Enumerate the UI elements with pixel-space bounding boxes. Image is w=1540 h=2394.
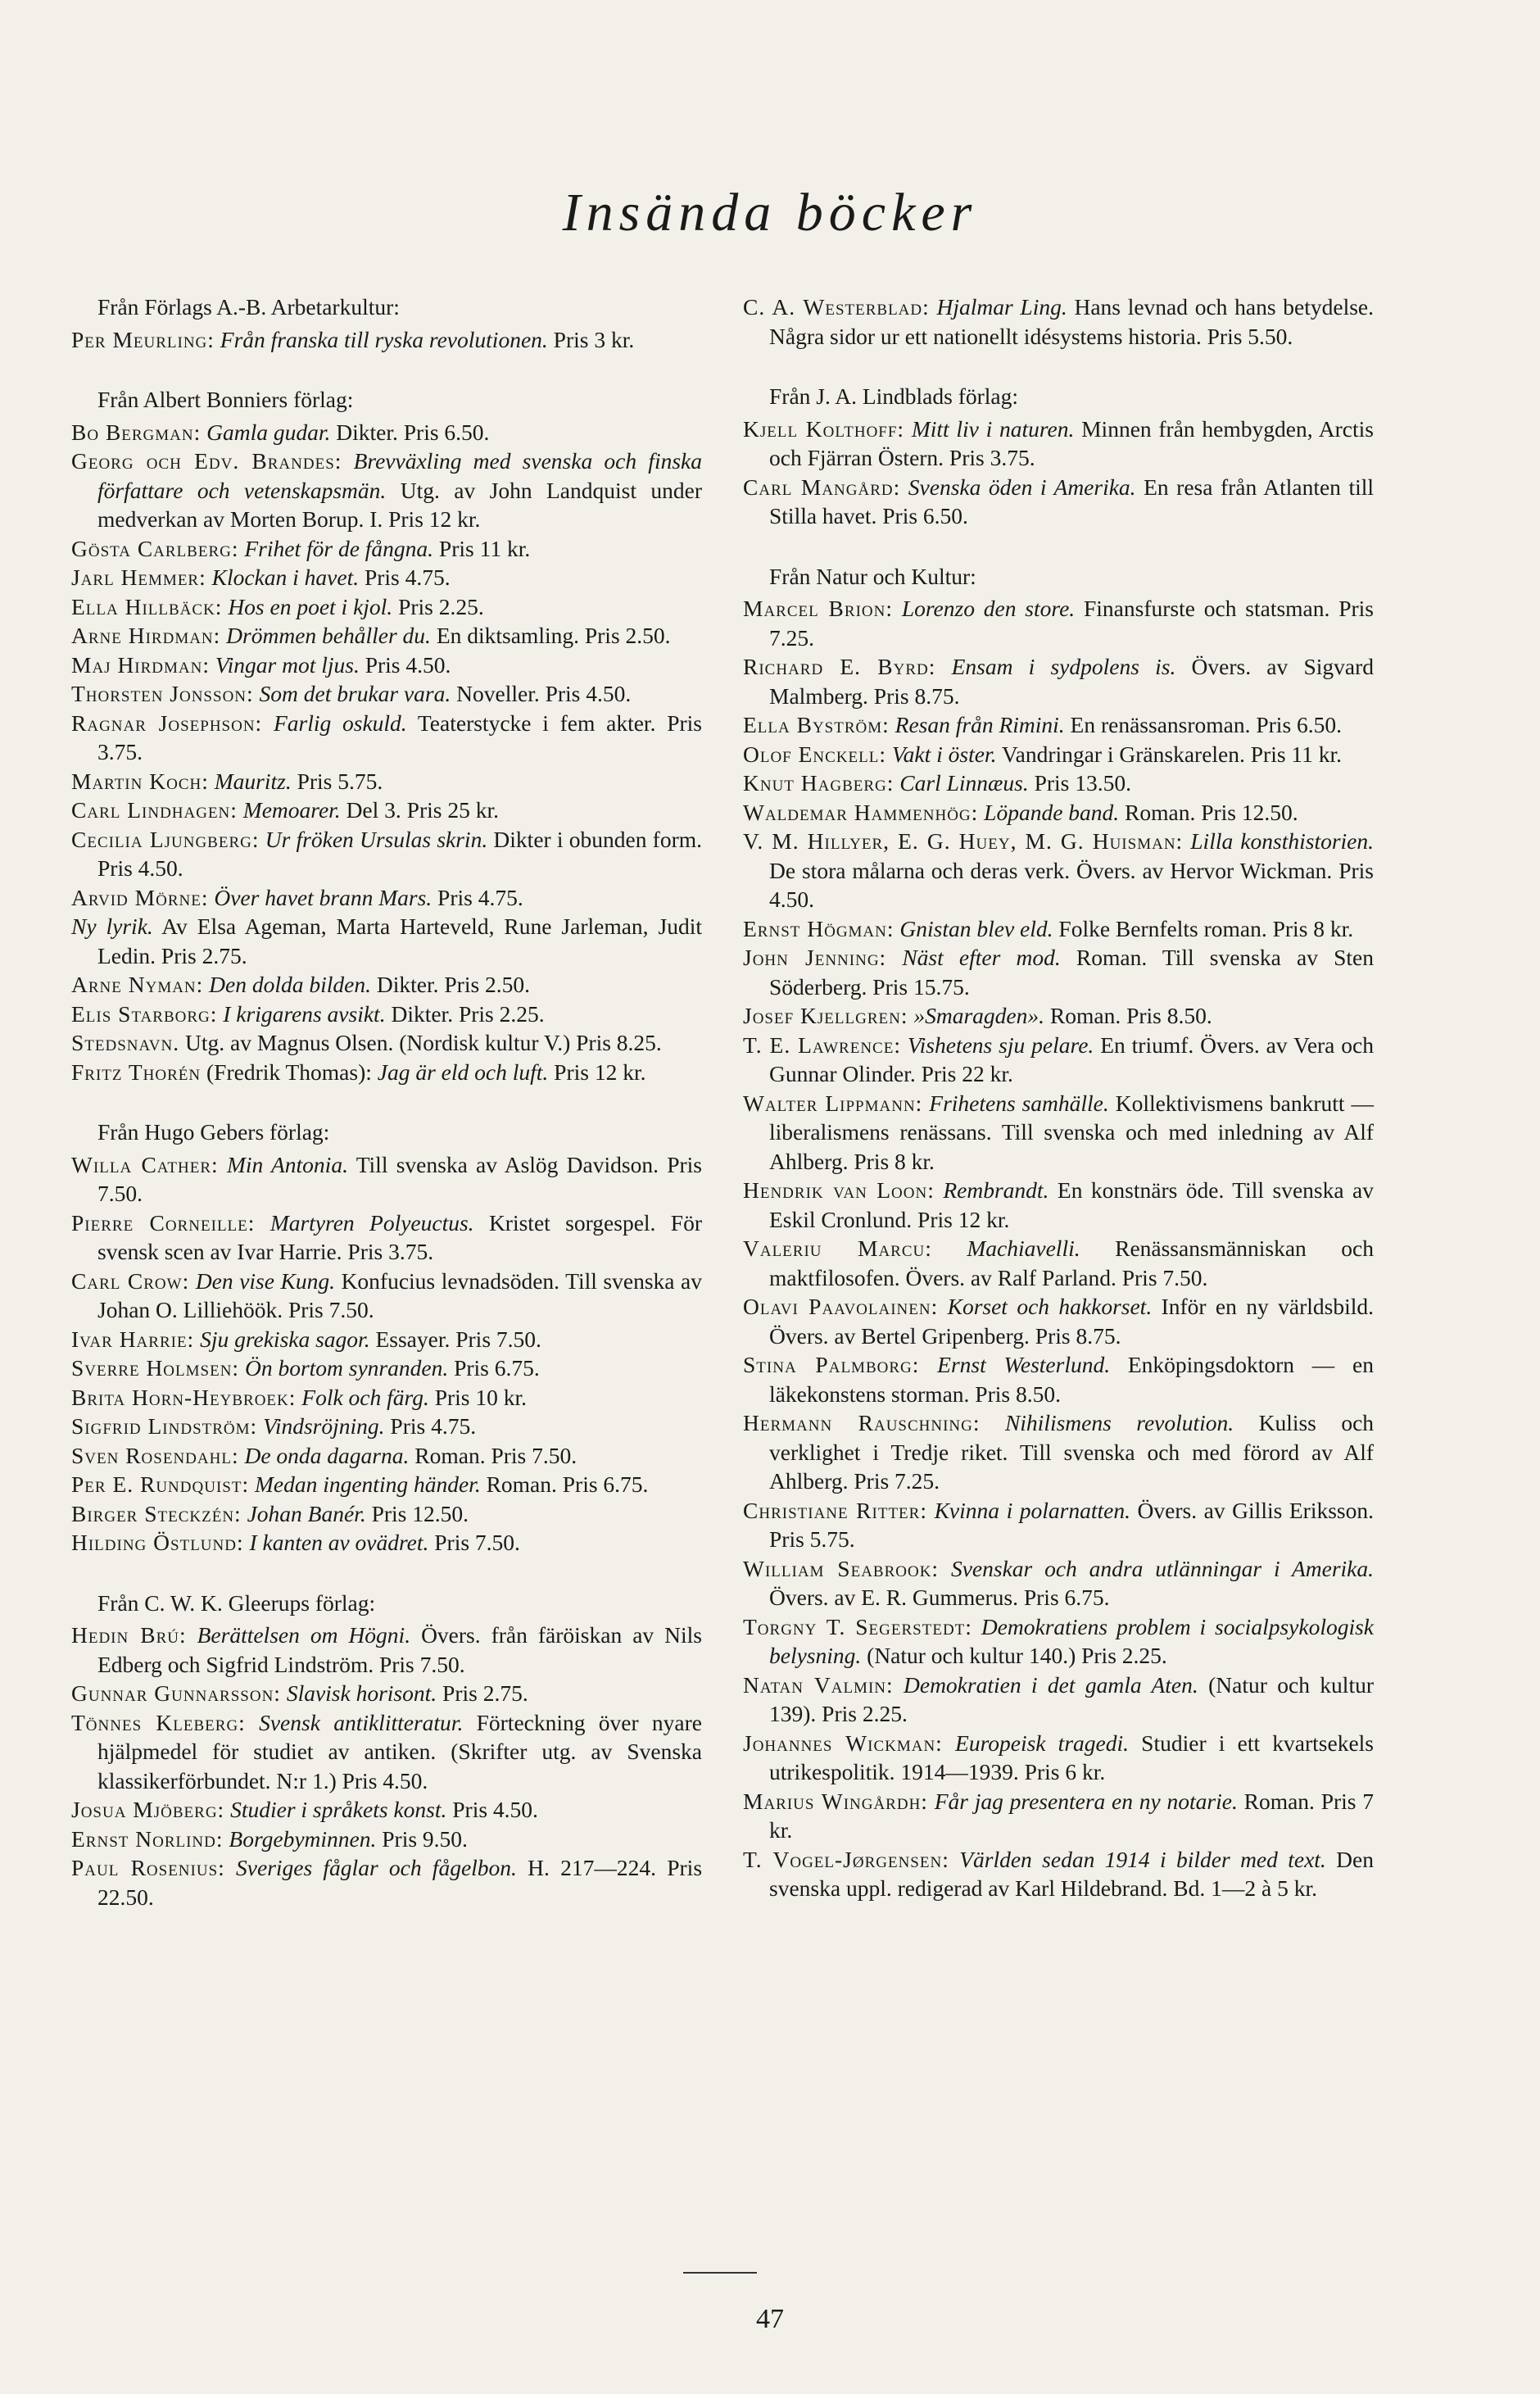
- publisher-heading: Från C. W. K. Gleerups förlag:: [97, 1589, 376, 1616]
- book-title: Nihilismens revolution.: [1004, 1410, 1234, 1435]
- book-author: Ragnar Josephson:: [71, 710, 263, 736]
- book-author: Tönnes Kleberg:: [71, 1709, 246, 1735]
- book-title: Svenska öden i Amerika.: [908, 474, 1136, 500]
- book-author: William Seabrook:: [743, 1555, 940, 1581]
- book-entry: [743, 1176, 1374, 1234]
- book-entry: [71, 709, 702, 767]
- book-details: Finansfurste och statsman. Pris 7.25.: [769, 596, 1375, 651]
- book-title: Sju grekiska sagor.: [200, 1326, 370, 1352]
- footer-rule: [683, 2272, 757, 2274]
- book-title: Mauritz.: [214, 768, 292, 794]
- book-title: Slavisk horisont.: [286, 1680, 437, 1706]
- book-title: Ernst Westerlund.: [937, 1352, 1111, 1377]
- book-details: Kollektivismens bankrutt — liberalismens renässans. Till svenska och med inledning av Alf Ahlberg. Pris 8 kr.: [769, 1090, 1374, 1174]
- book-title: Drömmen behåller du.: [226, 623, 431, 648]
- book-details: Pris 13.50.: [1028, 770, 1131, 796]
- book-title: Frihetens samhälle.: [929, 1090, 1109, 1116]
- book-details: En konstnärs öde. Till svenska av Eskil Cronlund. Pris 12 kr.: [769, 1177, 1375, 1232]
- book-entry: [71, 418, 702, 447]
- book-title: Hjalmar Ling.: [936, 294, 1067, 320]
- book-title: Svenskar och andra utlänningar i Amerika.: [950, 1555, 1375, 1581]
- book-title: Min Antonia.: [226, 1151, 348, 1177]
- book-details: Pris 3 kr.: [547, 326, 635, 352]
- book-title: Frihet för de fångna.: [244, 535, 434, 561]
- book-author: Carl Mangård:: [743, 474, 901, 500]
- book-title: Johan Banér.: [247, 1500, 366, 1526]
- book-author: Ernst Högman:: [743, 915, 895, 941]
- book-details: Vandringar i Gränskarelen. Pris 11 kr.: [996, 741, 1343, 767]
- book-details: Del 3. Pris 25 kr.: [340, 797, 499, 823]
- book-entry: [71, 1621, 702, 1679]
- publisher-heading: Från Hugo Gebers förlag:: [97, 1119, 330, 1145]
- book-entry: [71, 592, 702, 622]
- book-entry: [71, 1412, 702, 1441]
- book-entry: [743, 1496, 1374, 1554]
- book-title: Mitt liv i naturen.: [911, 415, 1075, 442]
- book-details: Den svenska uppl. redigerad av Karl Hildebrand. Bd. 1—2 à 5 kr.: [769, 1846, 1374, 1901]
- book-title: Ön bortom synranden.: [244, 1355, 449, 1381]
- book-details: Pris 7.50.: [428, 1530, 520, 1555]
- book-author: Stina Palmborg:: [743, 1352, 920, 1377]
- book-details: Pris 4.75.: [432, 884, 523, 910]
- book-entry: [743, 594, 1374, 652]
- book-title: Löpande band.: [984, 799, 1120, 825]
- book-entry: [71, 1208, 702, 1267]
- book-entry: [71, 1499, 702, 1529]
- book-details: Pris 6.75.: [448, 1355, 540, 1381]
- book-details: Övers. av Gillis Eriksson. Pris 5.75.: [769, 1497, 1374, 1552]
- book-author: Torgny T. Segerstedt:: [743, 1613, 972, 1639]
- book-author: John Jenning:: [743, 945, 887, 970]
- book-details: Dikter. Pris 6.50.: [330, 419, 490, 445]
- book-details: Pris 10 kr.: [428, 1384, 527, 1410]
- book-entry: [71, 1795, 702, 1825]
- book-title: Vindsröjning.: [263, 1413, 385, 1439]
- book-title: Får jag presentera en ny notarie.: [934, 1788, 1238, 1814]
- book-entry: [71, 679, 702, 709]
- book-title: Från franska till ryska revolutionen.: [220, 326, 548, 352]
- book-title: Den vise Kung.: [195, 1267, 335, 1294]
- book-title: Demokratien i det gamla Aten.: [904, 1671, 1198, 1698]
- book-author: Hermann Rauschning:: [743, 1410, 981, 1435]
- book-title: Farlig oskuld.: [273, 710, 407, 736]
- book-details: (Natur och kultur 140.) Pris 2.25.: [861, 1643, 1167, 1668]
- book-author: Kjell Kolthoff:: [743, 415, 905, 442]
- book-title: Sveriges fåglar och fågelbon.: [236, 1855, 517, 1880]
- book-entry: [71, 1325, 702, 1354]
- book-author: Thorsten Jonsson:: [71, 681, 254, 706]
- book-title: Ensam i sydpolens is.: [951, 654, 1176, 679]
- book-title: Ur fröken Ursulas skrin.: [265, 826, 488, 852]
- book-entry: [743, 1031, 1374, 1089]
- book-entry: [71, 912, 702, 970]
- book-entry: [71, 534, 702, 564]
- book-author: Arne Hirdman:: [71, 623, 221, 648]
- book-entry: [743, 473, 1374, 531]
- page-title: Insända böcker: [562, 183, 978, 243]
- book-author: Knut Hagberg:: [743, 770, 895, 796]
- book-entry: [71, 825, 702, 883]
- book-details: Dikter. Pris 2.25.: [385, 1000, 545, 1027]
- book-author: Natan Valmin:: [743, 1671, 894, 1698]
- book-details: Utg. av Magnus Olsen. (Nordisk kultur V.) Pris 8.25.: [179, 1030, 662, 1055]
- book-entry: [743, 769, 1374, 798]
- book-details: Övers. av E. R. Gummerus. Pris 6.75.: [769, 1585, 1110, 1610]
- book-author: Hedin Brú:: [71, 1622, 187, 1648]
- book-author-note: (Fredrik Thomas):: [201, 1059, 378, 1085]
- book-details: Pris 4.50.: [359, 651, 451, 678]
- book-entry: [743, 652, 1374, 710]
- book-details: Inför en ny världsbild. Övers. av Bertel Gripenberg. Pris 8.75.: [769, 1294, 1374, 1349]
- book-title: Gnistan blev eld.: [899, 915, 1053, 941]
- book-author: Brita Horn-Heybroek:: [71, 1384, 297, 1410]
- book-entry: [743, 1671, 1374, 1729]
- book-author: T. Vogel-Jørgensen:: [743, 1846, 949, 1872]
- book-title: Rembrandt.: [943, 1177, 1049, 1203]
- book-title: Borgebyminnen.: [229, 1825, 377, 1852]
- book-author: Per Meurling:: [71, 326, 215, 352]
- book-author: Maj Hirdman:: [71, 651, 210, 678]
- book-author: Hilding Östlund:: [71, 1530, 244, 1555]
- book-title: »Smaragden».: [913, 1003, 1045, 1028]
- book-details: Pris 4.50.: [446, 1797, 538, 1822]
- book-entry: [743, 943, 1374, 1001]
- book-title: Jag är eld och luft.: [377, 1059, 549, 1085]
- book-author: Ivar Harrie:: [71, 1326, 195, 1352]
- book-author: Arne Nyman:: [71, 972, 204, 997]
- book-entry: [71, 1058, 702, 1087]
- book-entry: [71, 1853, 702, 1911]
- book-title: Hos en poet i kjol.: [228, 593, 393, 619]
- book-entry: [743, 1845, 1374, 1903]
- book-author: Pierre Corneille:: [71, 1209, 256, 1236]
- book-title: Memoarer.: [242, 797, 341, 823]
- book-entry: [71, 651, 702, 680]
- book-entry: [71, 325, 702, 355]
- book-author: Ella Hillbäck:: [71, 593, 223, 619]
- book-entry: [743, 798, 1374, 827]
- book-entry: [71, 970, 702, 1000]
- book-title: Europeisk tragedi.: [955, 1730, 1129, 1756]
- book-title: Medan ingenting händer.: [254, 1471, 481, 1497]
- book-details: Pris 2.25.: [392, 593, 484, 619]
- book-entry: [71, 1528, 702, 1557]
- book-author: Bo Bergman:: [71, 419, 202, 445]
- book-title: Näst efter mod.: [902, 945, 1061, 970]
- book-details: Övers. av Sigvard Malmberg. Pris 8.75.: [769, 654, 1374, 709]
- book-author: Carl Crow:: [71, 1267, 190, 1294]
- book-entry: [71, 1679, 702, 1708]
- book-details: Roman. Pris 8.50.: [1044, 1003, 1212, 1028]
- book-details: En resa från Atlanten till Stilla havet. Pris 6.50.: [769, 474, 1375, 528]
- book-author: Jarl Hemmer:: [71, 564, 206, 590]
- book-author: Sigfrid Lindström:: [71, 1413, 258, 1439]
- book-entry: [71, 621, 702, 651]
- book-details: Dikter. Pris 2.50.: [371, 972, 531, 997]
- book-entry: [71, 883, 702, 913]
- book-details: H. 217—224. Pris 22.50.: [97, 1855, 703, 1910]
- book-author: Olof Enckell:: [743, 741, 887, 767]
- book-author: Elis Starborg:: [71, 1000, 218, 1027]
- book-entry: [71, 1267, 702, 1325]
- book-details: Roman. Pris 7 kr.: [769, 1788, 1375, 1843]
- book-title: Svensk antiklitteratur.: [259, 1709, 464, 1735]
- book-details: Pris 11 kr.: [433, 535, 531, 561]
- book-details: Renässansmänniskan och maktfilosofen. Övers. av Ralf Parland. Pris 7.50.: [769, 1236, 1375, 1290]
- book-details: Teaterstycke i fem akter. Pris 3.75.: [97, 710, 702, 764]
- book-entry: [743, 740, 1374, 769]
- book-details: Konfucius levnadsöden. Till svenska av Johan O. Lilliehöök. Pris 7.50.: [97, 1267, 703, 1322]
- book-author: V. M. Hillyer, E. G. Huey, M. G. Huisman:: [743, 828, 1184, 854]
- book-details: Dikter i obunden form. Pris 4.50.: [97, 826, 703, 881]
- book-title: Vishetens sju pelare.: [907, 1032, 1094, 1058]
- book-entry: [743, 292, 1374, 351]
- book-details: De stora målarna och deras verk. Övers. av Hervor Wickman. Pris 4.50.: [769, 857, 1374, 912]
- book-author: Walter Lippmann:: [743, 1090, 923, 1116]
- book-entry: [743, 1729, 1374, 1787]
- book-details: Roman. Pris 12.50.: [1119, 799, 1298, 825]
- book-entry: [743, 1089, 1374, 1177]
- book-author: Martin Koch:: [71, 768, 209, 794]
- book-details: En renässansroman. Pris 6.50.: [1064, 712, 1343, 737]
- book-author: T. E. Lawrence:: [743, 1032, 901, 1058]
- book-author: Richard E. Byrd:: [743, 654, 936, 679]
- book-author: Ella Byström:: [743, 712, 890, 737]
- book-title: Brevväxling med svenska och finska författare och vetenskapsmän.: [97, 448, 702, 503]
- page-number: 47: [756, 2304, 784, 2334]
- book-details: Minnen från hembygden, Arctis och Fjärran Östern. Pris 3.75.: [769, 415, 1374, 470]
- book-details: Pris 9.50.: [376, 1825, 468, 1852]
- book-title: De onda dagarna.: [244, 1442, 410, 1468]
- book-details: Kuliss och verklighet i Tredje riket. Till svenska och med förord av Alf Ahlberg. Pris 7.25.: [769, 1410, 1375, 1494]
- book-author: Sverre Holmsen:: [71, 1355, 240, 1381]
- book-title: Studier i språkets konst.: [230, 1797, 447, 1822]
- book-details: Roman. Pris 6.75.: [480, 1471, 649, 1497]
- book-title: I krigarens avsikt.: [223, 1000, 386, 1027]
- book-title: Vingar mot ljus.: [215, 651, 360, 678]
- book-entry: [71, 1150, 702, 1208]
- book-title: Berättelsen om Högni.: [197, 1622, 411, 1648]
- book-entry: [743, 1292, 1374, 1350]
- book-entry: [743, 710, 1374, 740]
- book-title: Över havet brann Mars.: [214, 884, 433, 910]
- book-details: Pris 12 kr.: [548, 1059, 646, 1085]
- book-details: En diktsamling. Pris 2.50.: [430, 623, 671, 648]
- book-details: Av Elsa Ageman, Marta Harteveld, Rune Jarleman, Judit Ledin. Pris 2.75.: [97, 914, 702, 968]
- book-title: Kvinna i polarnatten.: [934, 1497, 1130, 1523]
- book-title: I kanten av ovädret.: [249, 1530, 429, 1555]
- book-entry: [743, 1554, 1374, 1612]
- book-author: Marius Wingårdh:: [743, 1788, 928, 1814]
- book-author: Arvid Mörne:: [71, 884, 209, 910]
- book-author: Stedsnavn.: [71, 1030, 180, 1055]
- book-details: Essayer. Pris 7.50.: [369, 1326, 541, 1352]
- book-entry: [743, 827, 1374, 914]
- book-entry: [743, 914, 1374, 944]
- book-title: Lorenzo den store.: [901, 596, 1076, 621]
- publisher-heading: Från Albert Bonniers förlag:: [97, 387, 354, 412]
- book-details: Kristet sorgespel. För svensk scen av Ivar Harrie. Pris 3.75.: [97, 1209, 703, 1264]
- book-author: Josua Mjöberg:: [71, 1797, 225, 1822]
- book-entry: [71, 1708, 702, 1796]
- book-author: Georg och Edv. Brandes:: [71, 448, 342, 474]
- book-entry: [71, 447, 702, 534]
- book-details: Pris 12.50.: [365, 1500, 469, 1526]
- publisher-heading: Från Förlags A.-B. Arbetarkultur:: [97, 294, 400, 320]
- publisher-heading: Från Natur och Kultur:: [769, 563, 976, 589]
- book-details: Övers. från färöiskan av Nils Edberg och Sigfrid Lindström. Pris 7.50.: [97, 1622, 702, 1677]
- book-author: Christiane Ritter:: [743, 1497, 927, 1523]
- book-details: Pris 4.75.: [359, 564, 451, 590]
- book-title: Vakt i öster.: [891, 741, 997, 767]
- book-entry: [71, 1353, 702, 1383]
- book-author: Fritz Thorén: [71, 1059, 202, 1085]
- book-author: Hendrik van Loon:: [743, 1177, 935, 1203]
- book-author: Olavi Paavolainen:: [743, 1294, 939, 1319]
- book-entry: [71, 1470, 702, 1499]
- book-details: Roman. Till svenska av Sten Söderberg. Pris 15.75.: [769, 945, 1374, 1000]
- book-entry: [743, 1408, 1374, 1496]
- book-title: Korset och hakkorset.: [947, 1294, 1153, 1319]
- book-title: Carl Linnæus.: [899, 770, 1029, 796]
- book-details: (Natur och kultur 139). Pris 2.25.: [769, 1671, 1374, 1726]
- book-author: Waldemar Hammenhög:: [743, 799, 979, 825]
- book-author: Gösta Carlberg:: [71, 535, 239, 561]
- book-title: Martyren Polyeuctus.: [270, 1209, 474, 1236]
- book-author: Per E. Rundquist:: [71, 1471, 250, 1497]
- book-author: Paul Rosenius:: [71, 1855, 225, 1880]
- book-author: Carl Lindhagen:: [71, 797, 238, 823]
- book-title: Resan från Rimini.: [895, 712, 1065, 737]
- book-author: Cecilia Ljungberg:: [71, 826, 260, 852]
- book-title: Den dolda bilden.: [209, 972, 371, 997]
- book-entry: [71, 1825, 702, 1854]
- book-details: Studier i ett kvartsekels utrikespolitik. 1914—1939. Pris 6 kr.: [769, 1730, 1375, 1784]
- book-title: Ny lyrik.: [71, 914, 153, 939]
- book-title: Som det brukar vara.: [259, 681, 451, 706]
- book-entry: [743, 1234, 1374, 1292]
- book-details: En triumf. Övers. av Vera och Gunnar Olinder. Pris 22 kr.: [769, 1032, 1374, 1086]
- book-author: Josef Kjellgren:: [743, 1003, 908, 1028]
- book-title: Världen sedan 1914 i bilder med text.: [959, 1846, 1326, 1872]
- book-author: Johannes Wickman:: [743, 1730, 943, 1756]
- book-entry: [71, 767, 702, 796]
- book-author: Ernst Norlind:: [71, 1825, 224, 1852]
- left-column: [71, 292, 702, 1911]
- book-details: Hans levnad och hans betydelse. Några sidor ur ett nationellt idésystems historia. Pris 5.50.: [769, 294, 1374, 349]
- book-entry: [71, 1028, 702, 1058]
- book-details: Enköpingsdoktorn — en läkekonstens storman. Pris 8.50.: [769, 1352, 1374, 1407]
- book-author: Sven Rosendahl:: [71, 1442, 239, 1468]
- book-details: Till svenska av Aslög Davidson. Pris 7.50.: [97, 1151, 703, 1206]
- book-title: Folk och färg.: [301, 1384, 429, 1410]
- book-title: Lilla konsthistorien.: [1190, 828, 1375, 854]
- book-entry: [743, 1350, 1374, 1408]
- book-author: C. A. Westerblad:: [743, 294, 930, 320]
- book-title: Demokratiens problem i socialpsykologisk belysning.: [769, 1613, 1375, 1668]
- right-column: [743, 292, 1374, 1903]
- book-author: Birger Steckzén:: [71, 1500, 242, 1526]
- book-entry: [743, 1001, 1374, 1031]
- book-details: Pris 2.75.: [437, 1680, 528, 1706]
- book-author: Marcel Brion:: [743, 596, 893, 621]
- book-details: Pris 4.75.: [384, 1413, 477, 1439]
- book-author: Valeriu Marcu:: [743, 1236, 932, 1261]
- book-entry: [71, 1000, 702, 1029]
- book-details: Noveller. Pris 4.50.: [451, 681, 632, 706]
- book-author: Gunnar Gunnarsson:: [71, 1680, 281, 1706]
- book-entry: [71, 1441, 702, 1471]
- book-details: Roman. Pris 7.50.: [409, 1442, 578, 1468]
- publisher-heading: Från J. A. Lindblads förlag:: [769, 383, 1018, 409]
- book-title: Gamla gudar.: [206, 419, 331, 445]
- book-details: Utg. av John Landquist under medverkan av Morten Borup. I. Pris 12 kr.: [97, 477, 702, 532]
- book-entry: [743, 415, 1374, 473]
- book-details: Folke Bernfelts roman. Pris 8 kr.: [1053, 915, 1354, 941]
- book-entry: [71, 796, 702, 825]
- book-author: Willa Cather:: [71, 1151, 219, 1177]
- book-entry: [743, 1612, 1374, 1671]
- book-details: Pris 5.75.: [291, 768, 383, 794]
- book-details: Förteckning över nyare hjälpmedel för studiet av antiken. (Skrifter utg. av Svenska klassikerförbundet. N:r 1.) Pris 4.50.: [97, 1709, 702, 1793]
- book-title: Klockan i havet.: [211, 564, 360, 590]
- book-entry: [71, 1383, 702, 1412]
- book-entry: [743, 1787, 1374, 1845]
- book-entry: [71, 563, 702, 592]
- book-title: Machiavelli.: [967, 1236, 1080, 1261]
